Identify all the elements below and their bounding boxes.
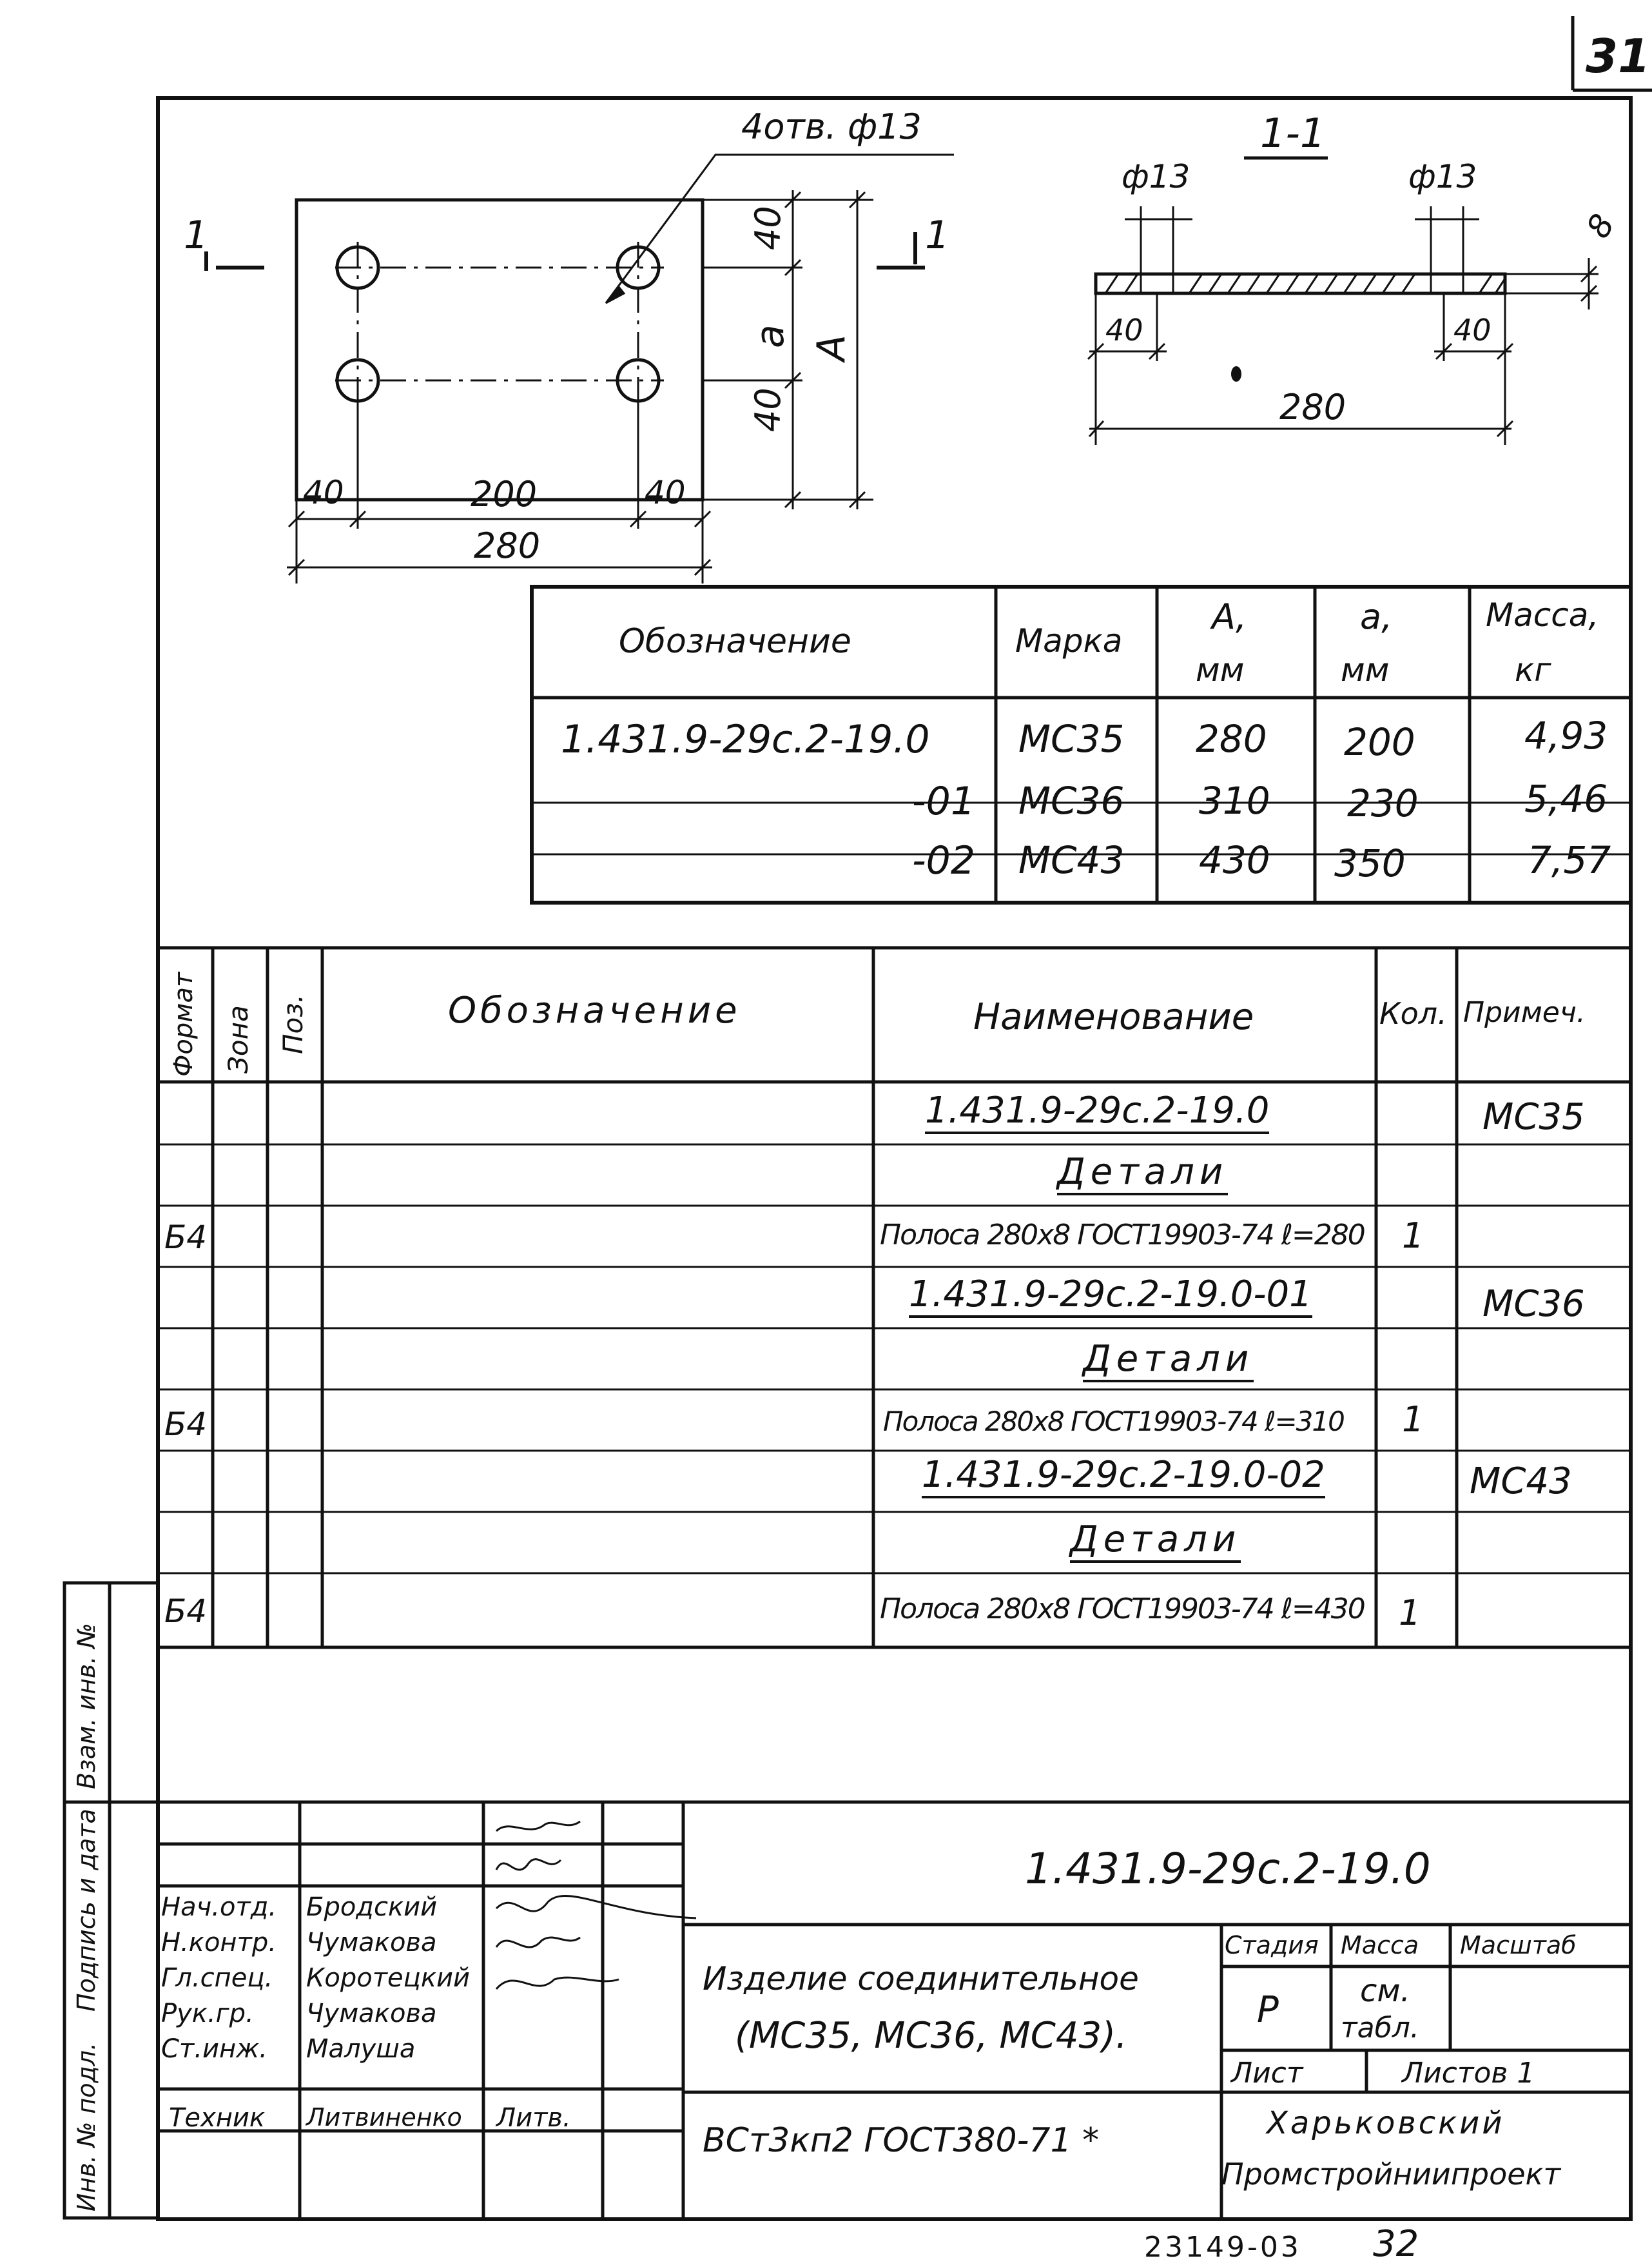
mass-value-1: см. — [1360, 1973, 1410, 2009]
mass-row-designation: 1.431.9-29с.2-19.0 — [561, 717, 930, 762]
mass-row-designation: -02 — [912, 838, 975, 883]
staff-name: Чумакова — [306, 1928, 437, 1957]
mass-label: Масса — [1341, 1931, 1419, 1959]
spec-header-note: Примеч. — [1463, 996, 1586, 1029]
spec-header-name: Наименование — [973, 996, 1254, 1038]
dim-40-right: 40 — [645, 474, 686, 511]
spec-row-name: 1.431.9-29с.2-19.0 — [925, 1090, 1269, 1134]
signatures — [496, 1821, 696, 1989]
mass-row-mark: МС43 — [1018, 838, 1125, 882]
staff-name: Бродский — [306, 1892, 438, 1922]
sec-dim-280: 280 — [1279, 387, 1346, 427]
sheets-label: Листов 1 — [1402, 2057, 1535, 2090]
stamp-inv-podl: Инв. № подл. — [72, 2042, 101, 2211]
staff-role: Ст.инж. — [161, 2034, 267, 2064]
stage-label: Стадия — [1225, 1931, 1319, 1959]
sec-dim-8: 8 — [1579, 208, 1622, 244]
dim-40-left: 40 — [303, 474, 344, 511]
footer-page: 32 — [1373, 2223, 1419, 2265]
spec-header-pos: Поз. — [277, 994, 309, 1054]
sec-dim-40-right: 40 — [1453, 313, 1492, 348]
stamp-podpis-data: Подпись и дата — [72, 1809, 101, 2012]
staff-name: Коротецкий — [306, 1963, 471, 1993]
mass-row-mark: МС36 — [1018, 779, 1125, 823]
org-line1: Харьковский — [1267, 2105, 1505, 2141]
mass-row-A: 280 — [1196, 717, 1267, 761]
hole-dia-left: ф13 — [1122, 158, 1190, 195]
mass-row-mark: МС35 — [1018, 717, 1125, 761]
spec-row-note: МС43 — [1470, 1460, 1572, 1502]
page-number: 31 — [1586, 29, 1651, 83]
sheet-label: Лист — [1231, 2057, 1303, 2090]
mass-row-A: 310 — [1199, 779, 1270, 823]
spec-row-format: Б4 — [164, 1406, 208, 1443]
mass-table-header-mass-unit: кг — [1515, 651, 1551, 689]
mass-row-mass: 4,93 — [1524, 714, 1608, 758]
material: ВСт3кп2 ГОСТ380-71 * — [703, 2121, 1100, 2160]
mass-table-header-mark: Марка — [1015, 622, 1123, 660]
staff-role: Н.контр. — [161, 1928, 277, 1957]
staff-name: Литвиненко — [306, 2103, 462, 2132]
spec-row-name: Детали — [1057, 1151, 1228, 1195]
scale-label: Масштаб — [1460, 1931, 1577, 1959]
mass-table-header-a-unit: мм — [1341, 651, 1390, 689]
staff-role: Рук.гр. — [161, 1999, 254, 2028]
mass-table-header-A: А, — [1212, 596, 1247, 637]
mass-table-header-mass: Масса, — [1486, 596, 1599, 634]
dim-280: 280 — [474, 525, 541, 566]
spec-row-name: Детали — [1070, 1518, 1241, 1563]
spec-row-format: Б4 — [164, 1219, 208, 1256]
holes-label: 4отв. ф13 — [741, 106, 922, 147]
mass-row-a: 200 — [1344, 720, 1415, 764]
spec-row-qty: 1 — [1402, 1399, 1424, 1440]
dim-40-top: 40 — [748, 206, 788, 250]
title-designation: 1.431.9-29с.2-19.0 — [1025, 1844, 1431, 1894]
spec-row-name: Полоса 280х8 ГОСТ19903-74 ℓ=280 — [880, 1219, 1365, 1251]
spec-row-name: Детали — [1083, 1338, 1254, 1382]
spec-header-zone: Зона — [222, 1005, 254, 1074]
dim-40-bottom: 40 — [748, 387, 788, 432]
mass-row-a: 230 — [1347, 781, 1419, 825]
spec-header-format: Формат — [169, 972, 199, 1077]
mass-row-a: 350 — [1334, 841, 1406, 885]
dim-a: а — [748, 324, 793, 348]
mass-row-mass: 5,46 — [1524, 777, 1608, 821]
section-title: 1-1 — [1260, 110, 1326, 157]
staff-sign: Литв. — [496, 2103, 571, 2133]
org-line2: Промстройниипроект — [1221, 2157, 1561, 2191]
mass-row-mass: 7,57 — [1528, 838, 1611, 882]
spec-row-qty: 1 — [1399, 1593, 1421, 1633]
spec-row-name: Полоса 280х8 ГОСТ19903-74 ℓ=310 — [883, 1406, 1344, 1437]
mass-row-A: 430 — [1199, 838, 1270, 882]
footer-code: 23149-03 — [1144, 2231, 1301, 2264]
mass-table-header-a: а, — [1360, 596, 1393, 637]
staff-name: Малуша — [306, 2034, 416, 2064]
spec-row-name: Полоса 280х8 ГОСТ19903-74 ℓ=430 — [880, 1593, 1365, 1625]
mass-table-header-designation: Обозначение — [619, 622, 851, 661]
section-mark-right: 1 — [925, 213, 950, 258]
spec-header-designation: Обозначение — [448, 990, 741, 1032]
stage-value: Р — [1257, 1989, 1279, 2031]
item-name-line1: Изделие соединительное — [703, 1960, 1139, 1997]
sec-dim-40-left: 40 — [1105, 313, 1143, 348]
staff-role: Техник — [169, 2103, 266, 2133]
dim-A: А — [809, 334, 854, 361]
item-name-line2: (МС35, МС36, МС43). — [735, 2015, 1127, 2057]
spec-header-qty: Кол. — [1379, 996, 1447, 1031]
spec-row-note: МС36 — [1482, 1283, 1585, 1325]
spec-row-note: МС35 — [1482, 1096, 1585, 1138]
staff-role: Нач.отд. — [161, 1892, 277, 1922]
mass-value-2: табл. — [1341, 2012, 1419, 2044]
spec-row-name: 1.431.9-29с.2-19.0-01 — [909, 1273, 1312, 1318]
dim-200: 200 — [471, 474, 538, 515]
staff-name: Чумакова — [306, 1999, 437, 2028]
staff-role: Гл.спец. — [161, 1963, 273, 1993]
spec-row-format: Б4 — [164, 1593, 208, 1630]
section-mark-left: 1 — [184, 213, 209, 258]
spec-row-qty: 1 — [1402, 1215, 1424, 1256]
mass-table-header-A-unit: мм — [1196, 651, 1245, 689]
hole-dia-right: ф13 — [1408, 158, 1477, 195]
spec-row-name: 1.431.9-29с.2-19.0-02 — [922, 1454, 1325, 1498]
mass-row-designation: -01 — [912, 779, 975, 824]
stamp-vzam-inv: Взам. инв. № — [72, 1622, 101, 1789]
